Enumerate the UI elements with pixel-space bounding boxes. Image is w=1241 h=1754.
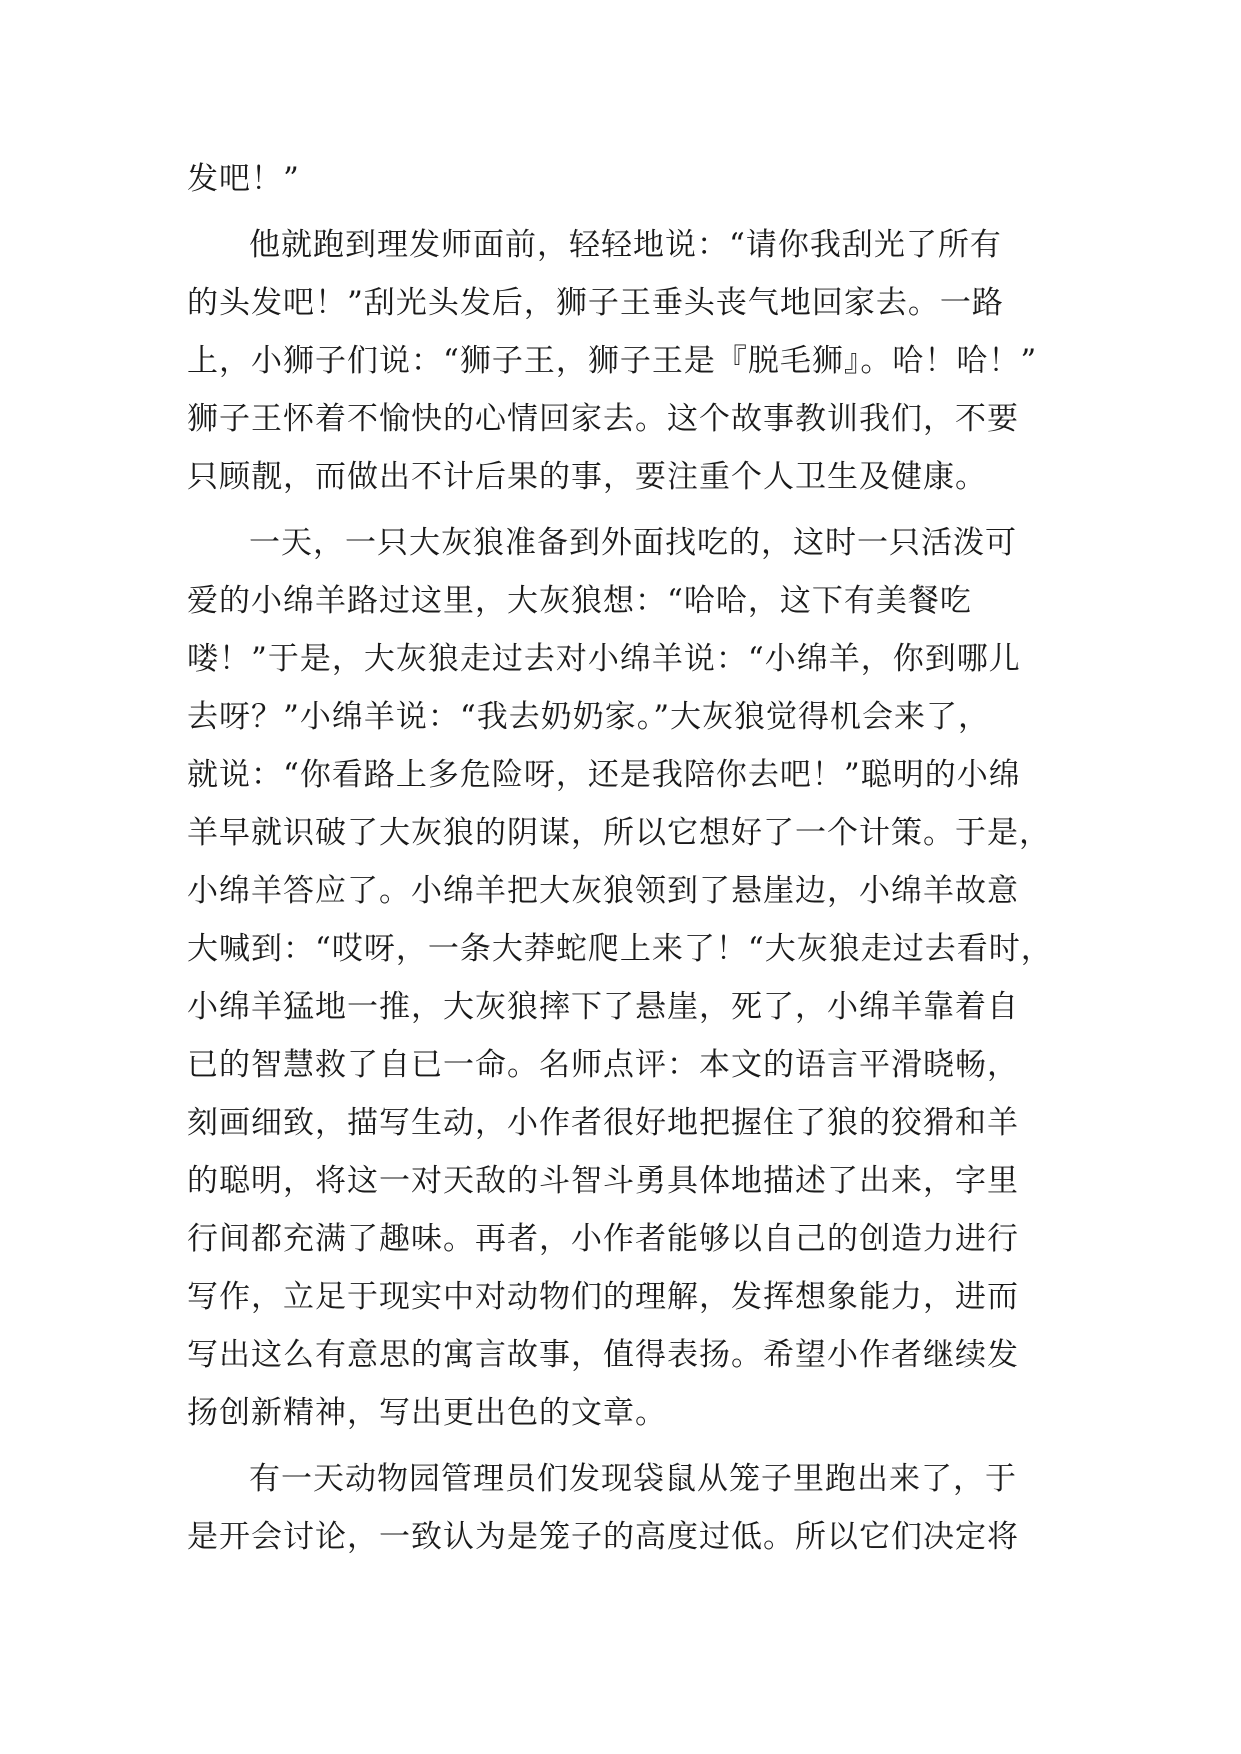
text-line: 就说：“你看路上多危险呀，还是我陪你去吧！”聪明的小绵	[187, 757, 1021, 793]
text-line: 有一天动物园管理员们发现袋鼠从笼子里跑出来了，于	[249, 1461, 1017, 1497]
text-line: 写作，立足于现实中对动物们的理解，发挥想象能力，进而	[187, 1279, 1019, 1315]
text-line: 行间都充满了趣味。再者，小作者能够以自己的创造力进行	[187, 1221, 1019, 1257]
text-line: 去呀？”小绵羊说：“我去奶奶家。”大灰狼觉得机会来了，	[187, 699, 991, 735]
text-line: 发吧！”	[187, 161, 300, 197]
text-line: 爱的小绵羊路过这里，大灰狼想：“哈哈，这下有美餐吃	[187, 583, 972, 619]
document-body	[187, 150, 1057, 1566]
text-line: 小绵羊答应了。小绵羊把大灰狼领到了悬崖边，小绵羊故意	[187, 873, 1019, 909]
text-line: 大喊到：“哎呀，一条大莽蛇爬上来了！“大灰狼走过去看时，	[187, 931, 1053, 967]
paragraph-2	[187, 216, 1057, 506]
text-line: 的头发吧！”刮光头发后，狮子王垂头丧气地回家去。一路	[187, 285, 1004, 321]
text-line: 已的智慧救了自已一命。名师点评：本文的语言平滑晓畅，	[187, 1047, 1019, 1083]
text-line: 小绵羊猛地一推，大灰狼摔下了悬崖，死了，小绵羊靠着自	[187, 989, 1019, 1025]
text-line: 扬创新精神，写出更出色的文章。	[187, 1395, 667, 1431]
text-line: 的聪明，将这一对天敌的斗智斗勇具体地描述了出来，字里	[187, 1163, 1019, 1199]
text-line: 上，小狮子们说：“狮子王，狮子王是『脱毛狮』。哈！哈！”	[187, 343, 1038, 379]
text-line: 喽！”于是，大灰狼走过去对小绵羊说：“小绵羊，你到哪儿	[187, 641, 1021, 677]
text-line: 羊早就识破了大灰狼的阴谋，所以它想好了一个计策。于是，	[187, 815, 1051, 851]
text-line: 只顾靓，而做出不计后果的事，要注重个人卫生及健康。	[187, 459, 987, 495]
text-line: 他就跑到理发师面前，轻轻地说：“请你我刮光了所有	[249, 227, 1002, 263]
paragraph-3	[187, 514, 1057, 1442]
text-line: 狮子王怀着不愉快的心情回家去。这个故事教训我们，不要	[187, 401, 1019, 437]
paragraph-1	[187, 150, 1057, 208]
text-line: 是开会讨论，一致认为是笼子的高度过低。所以它们决定将	[187, 1519, 1019, 1555]
text-line: 刻画细致，描写生动，小作者很好地把握住了狼的狡猾和羊	[187, 1105, 1019, 1141]
text-line: 写出这么有意思的寓言故事，值得表扬。希望小作者继续发	[187, 1337, 1019, 1373]
text-line: 一天，一只大灰狼准备到外面找吃的，这时一只活泼可	[249, 525, 1017, 561]
paragraph-4	[187, 1450, 1057, 1566]
